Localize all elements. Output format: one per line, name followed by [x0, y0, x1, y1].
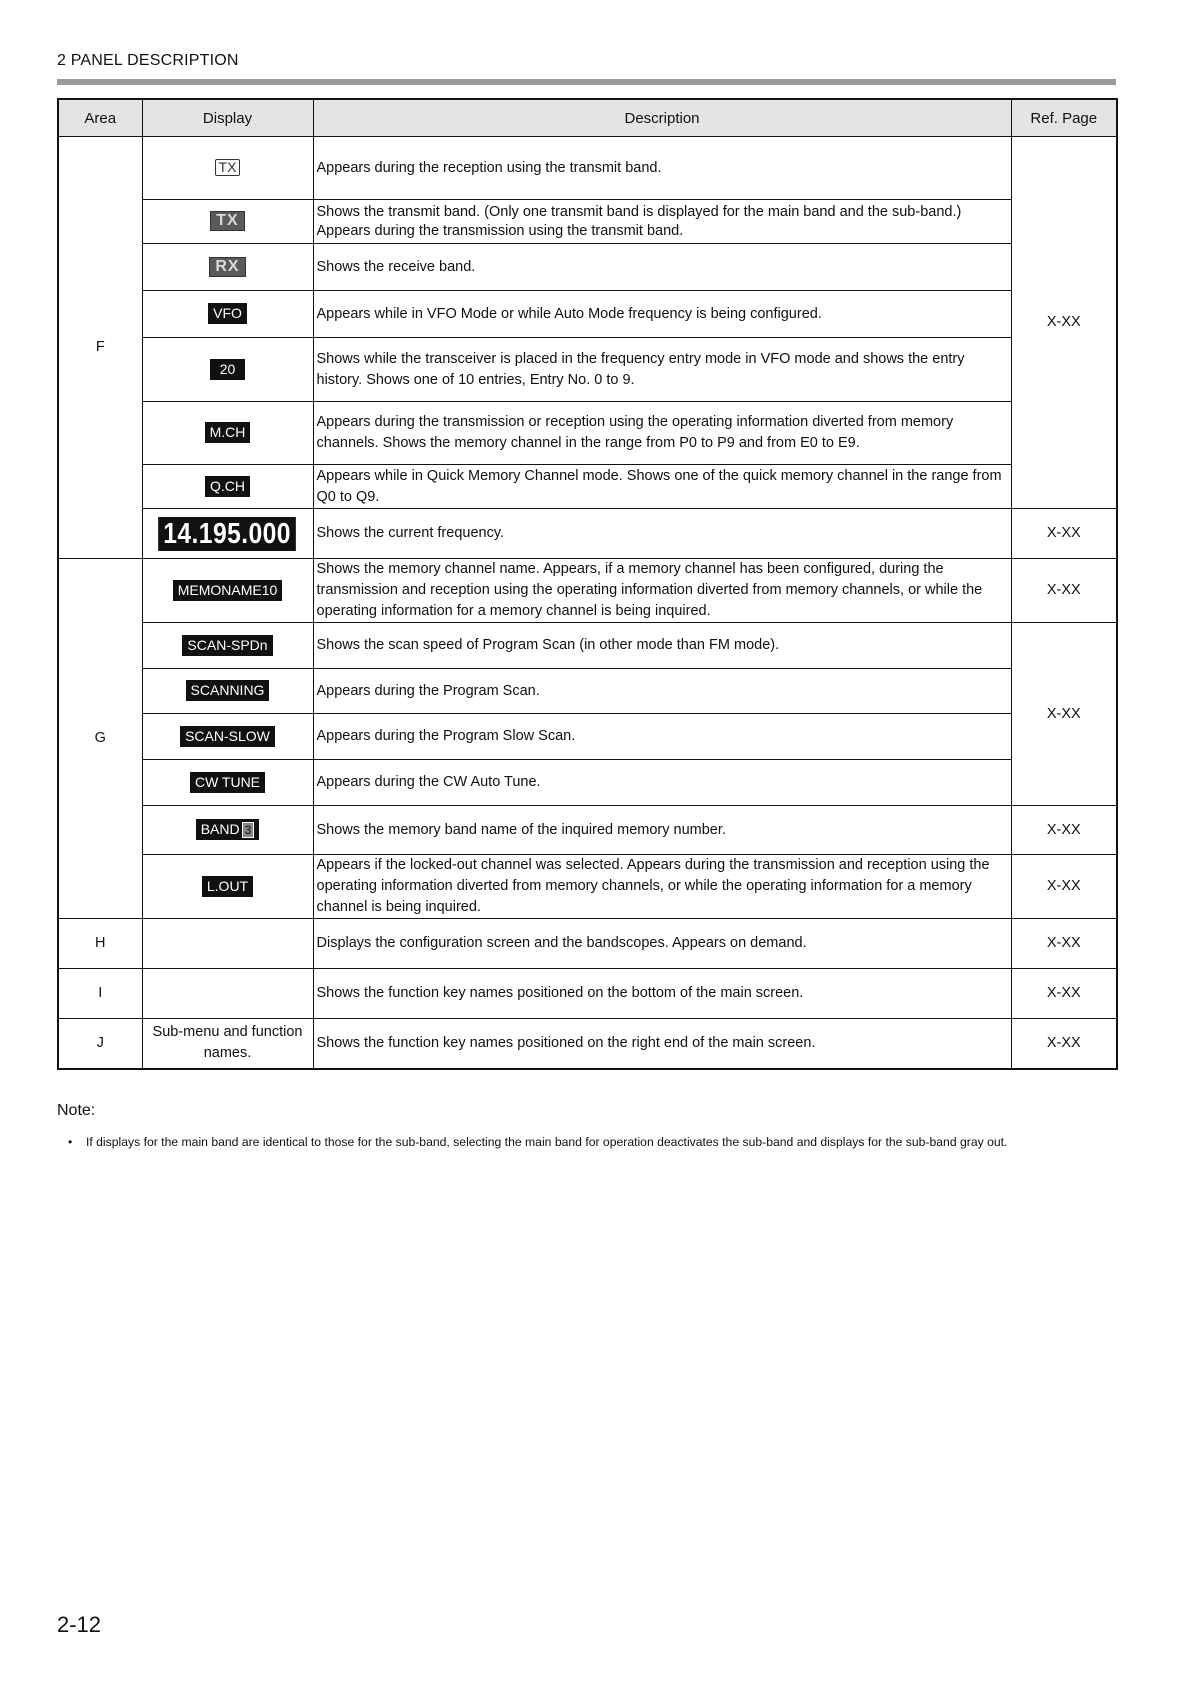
cw-tune-indicator: CW TUNE [190, 772, 265, 793]
table-row [58, 714, 1117, 760]
table-row [58, 919, 1117, 969]
table-row [58, 338, 1117, 402]
description-cell: Shows the memory band name of the inquired memory number. [313, 806, 1011, 855]
scanning-indicator: SCANNING [186, 680, 270, 701]
table-row [58, 200, 1117, 244]
area-cell-i: I [58, 969, 142, 1019]
ref-page-cell: X-XX [1011, 559, 1117, 623]
description-cell: Shows the function key names positioned on the bottom of the main screen. [313, 969, 1011, 1019]
description-cell: Appears while in Quick Memory Channel mode. Shows one of the quick memory channel in the range from Q0 to Q9. [313, 465, 1011, 509]
description-cell: Appears during the transmission or reception using the operating information diverted from memory channels. Shows the memory channel in the range from P0 to P9 and from E0 to E9. [313, 402, 1011, 465]
note-heading: Note: [57, 1102, 96, 1119]
lockout-indicator: L.OUT [202, 876, 253, 897]
vfo-indicator: VFO [208, 303, 247, 324]
ref-page-cell: X-XX [1011, 1019, 1117, 1069]
note-item [68, 1135, 1007, 1149]
description-cell: Appears while in VFO Mode or while Auto Mode frequency is being configured. [313, 291, 1011, 338]
tx-filled-indicator: TX [210, 211, 244, 231]
description-cell: Appears during the Program Slow Scan. [313, 714, 1011, 760]
tx-outline-indicator: TX [215, 159, 241, 176]
scan-slow-indicator: SCAN-SLOW [180, 726, 275, 747]
header-ref-page: Ref. Page [1011, 99, 1117, 137]
description-cell: Appears if the locked-out channel was selected. Appears during the transmission and reception using the operating information diverted from memory channels, or while the operating information for a memory channel is being inquired. [313, 855, 1011, 919]
header-display: Display [142, 99, 313, 137]
note-text: If displays for the main band are identical to those for the sub-band, selecting the main band for operation deactivates the sub-band and displays for the sub-band gray out. [86, 1135, 1008, 1149]
table-row [58, 623, 1117, 669]
table-row [58, 855, 1117, 919]
table-row [58, 244, 1117, 291]
description-cell: Displays the configuration screen and the bandscopes. Appears on demand. [313, 919, 1011, 969]
header-area: Area [58, 99, 142, 137]
description-cell: Shows while the transceiver is placed in the frequency entry mode in VFO mode and shows the entry history. Shows one of 10 entries, Entry No. 0 to 9. [313, 338, 1011, 402]
area-cell-g: G [58, 559, 142, 919]
area-cell-f: F [58, 137, 142, 559]
ref-page-cell: X-XX [1011, 137, 1117, 509]
header-description: Description [313, 99, 1011, 137]
panel-description-table [57, 98, 1118, 1070]
ref-page-cell: X-XX [1011, 855, 1117, 919]
table-row [58, 509, 1117, 559]
description-cell: Shows the function key names positioned on the right end of the main screen. [313, 1019, 1011, 1069]
table-row [58, 402, 1117, 465]
note-bullet: • [68, 1135, 73, 1149]
description-cell: Appears during the Program Scan. [313, 669, 1011, 714]
table-row [58, 969, 1117, 1019]
table-row [58, 669, 1117, 714]
band-indicator: BAND 3 [196, 819, 260, 840]
table-row [58, 1019, 1117, 1069]
description-cell: Appears during the reception using the transmit band. [313, 137, 1011, 200]
page-number: 2-12 [57, 1612, 102, 1637]
description-cell: Shows the current frequency. [313, 509, 1011, 559]
display-cell-empty [142, 919, 313, 969]
memory-channel-indicator: M.CH [205, 422, 251, 443]
ref-page-cell: X-XX [1011, 509, 1117, 559]
scan-speed-indicator: SCAN-SPDn [182, 635, 272, 656]
description-cell: Shows the transmit band. (Only one transmit band is displayed for the main band and the sub-band.) Appears during the transmission using the transmit band. [313, 200, 1011, 244]
table-row [58, 806, 1117, 855]
table-row [58, 760, 1117, 806]
entry-history-indicator: 20 [210, 359, 246, 380]
table-row [58, 291, 1117, 338]
description-cell: Shows the memory channel name. Appears, if a memory channel has been configured, during the transmission and reception using the operating information diverted from memory channels, or while the operating information for a memory channel is being inquired. [313, 559, 1011, 623]
table-row [58, 465, 1117, 509]
area-cell-j: J [58, 1019, 142, 1069]
title-rule [57, 79, 1116, 85]
display-cell-text: Sub-menu and function names. [142, 1019, 313, 1069]
ref-page-cell: X-XX [1011, 919, 1117, 969]
description-cell: Shows the scan speed of Program Scan (in other mode than FM mode). [313, 623, 1011, 669]
rx-indicator: RX [209, 257, 245, 277]
description-cell: Appears during the CW Auto Tune. [313, 760, 1011, 806]
frequency-display: 14.195.000 [159, 517, 297, 551]
ref-page-cell: X-XX [1011, 969, 1117, 1019]
quick-memory-indicator: Q.CH [205, 476, 250, 497]
band-number: 3 [242, 822, 255, 838]
description-cell: Shows the receive band. [313, 244, 1011, 291]
ref-page-cell: X-XX [1011, 806, 1117, 855]
section-title: 2 PANEL DESCRIPTION [57, 52, 239, 69]
area-cell-h: H [58, 919, 142, 969]
memory-name-indicator: MEMONAME10 [173, 580, 283, 601]
table-row [58, 137, 1117, 200]
ref-page-cell: X-XX [1011, 623, 1117, 806]
display-cell-empty [142, 969, 313, 1019]
table-header-row [58, 99, 1117, 137]
table-row [58, 559, 1117, 623]
